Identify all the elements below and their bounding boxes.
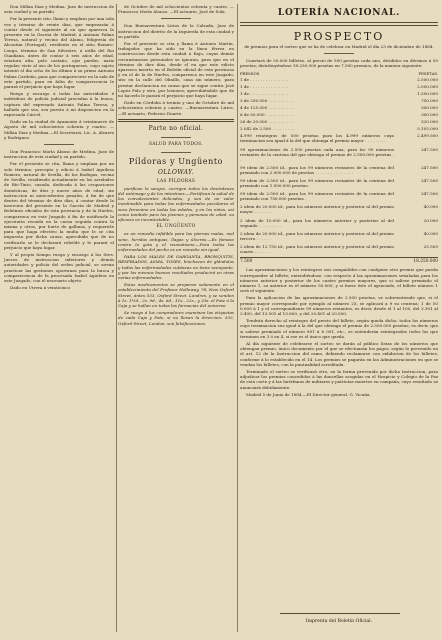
prize-row	[240, 90, 438, 97]
prize-label: 99 idem de 2.500 id., para los 99 números restantes de la centena del premiado con 1.500.000 pesetas.	[240, 177, 394, 189]
edict-paragraph: Ruego y encargo á todas las autoridades é individuos de policía judicial procedan á la busca, captura del expresado Antonio Palma Teresa, y hallado que sea, sea puesto á mi disposicion en la expresada Cárcel.	[4, 91, 114, 118]
ointment-section-heading: EL UNGÜENTO	[156, 224, 196, 230]
edict-paragraph: Dado en Utrera á veinticinco	[10, 285, 71, 291]
prospectus-intro: Constará de 50.000 billetes, al precio de 500 pesetas cada uno, divididos en décimos á 50 pesetas; distribuyéndose 18.250.000 pesetas en 7.500 premios, de la manera siguiente:	[240, 57, 438, 68]
prize-row	[240, 147, 438, 162]
notice-subtitle: SALUD PARA TODOS.	[148, 142, 204, 148]
prize-label: 3 de 250.000 . . . . . . . . . .	[240, 98, 294, 104]
edict-paragraph: Don Millan Diaz y Medina, Juez de instruccion de esta ciudad y su partido.	[4, 4, 114, 15]
divider	[324, 53, 354, 54]
prize-amount: 247.500	[421, 177, 438, 183]
double-rule	[118, 119, 234, 123]
prospectus-paragraph: Terminado el sorteo se verificará otro, en la forma prevenida por dicha Instruccion, para adjudicar los premios concedidos á las doncellas acogidas en el Hospicio y Colegio de la Paz de esta corte y á las huérfanas de militares y patriotas muertos en campaña, cuyo resultado se anunciará debidamente.	[240, 368, 438, 390]
amount-column-header: PESETAS.	[418, 71, 438, 77]
ointment-text: es un remedio infalible para las piernas malas, mal seno, heridas antiguas, llagas y úlceras.—Es famoso contra la gota y el reumatismo.—Para todas las enfermedades del pecho es un remedio sin igual.	[118, 231, 234, 252]
prize-label: 4 de 125.000 . . . . . . . . . .	[240, 105, 294, 111]
prospectus-paragraph: Las aproximaciones y los reintegros son compatibles con cualquier otro premio que pueda corresponder al billete; entendiéndose, con respecto á las aproximaciones señaladas para los números anterior y posterior de los cuatro premios mayores, que si saliese premiado el número 1, su anterior es el número 50.000, y si fuese éste el agraciado, el billete número 1 será el siguiente.	[240, 267, 438, 294]
sale-text: Estos medicamentos se preparan solamente en el establecimiento del Profesor Holloway, 78, New Oxford Street, ántes 533, Oxford Street, Londres, y se venden á 1s. 1½d., 2s. 9d., 4s. 6d., 11s., 22s., y 33s. el Pote ó la Caja y se hallan en todas las farmacias del universo.	[118, 282, 234, 309]
prospectus-subtitle: de premios para el sorteo que se ha de celebrar en Madrid el día 23 de diciembre de 1884.	[244, 43, 434, 49]
total-amount: 18.250.000	[413, 259, 438, 265]
prize-label: 1 de . . . . . . . . . . . . . . .	[240, 91, 288, 97]
prize-amount: 247.500	[421, 191, 438, 197]
prize-amount: 40.000	[423, 204, 438, 210]
column-left	[4, 4, 114, 292]
prize-row	[240, 218, 438, 228]
edict-paragraph: de Octubre de mil ochocientos ochenta y cuatro. —Francisco Morla Alonso. —El actuario, José de Sola.	[118, 4, 234, 15]
prize-label: 26 de 20.000 . . . . . . . . . .	[240, 119, 294, 125]
prospectus-paragraph: Al día siguiente de celebrarse el sorteo se darán al público listas de los números que obtengan premio, único documento por el que se efectuarán los pagos, según lo prevenido en el art. 12 de la Instruccion del ramo, debiendo reclamarse con exhibicion de los billetes, conforme á lo establecido en el 14. Los premios se pagarán en las Administraciones en que se vendan los billetes, con la puntualidad acreditada.	[240, 340, 438, 367]
prospectus-title: PROSPECTO	[293, 29, 385, 43]
printer-imprint: Imprenta del Boletín Oficial.	[305, 619, 373, 624]
column-rule	[116, 4, 117, 632]
edict-paragraph: Y al propio tiempo ruego y encargo á los Sres. Jueces de instruccion inferiores y demás autoridades y policía del orden judicial, se sirvan practicar las gestiones oportunas para la busca y comparecencia de la procesada Isabel Aguilera en este Juzgado, con el necesario objeto.	[4, 251, 114, 283]
prize-amount: 300.000	[421, 112, 438, 118]
lottery-title: LOTERÍA NACIONAL.	[277, 8, 401, 18]
prize-amount: 1.500.000	[417, 91, 438, 97]
prize-label: 2 idem de 12.750 id., para los números anterior y posterior al del premio cuarto . . . . . .	[240, 243, 394, 254]
divider	[44, 144, 74, 145]
prize-label: 99 idem de 2.500 id., para los 99 números restantes de la centena del premiado con 750.000 pesetas .	[240, 191, 394, 202]
column-right	[240, 4, 438, 399]
edict-paragraph: Don Buenaventura Lirios de la Calzada, Juez de instruccion del distrito de la Izquierda de esta ciudad y su partido.	[118, 23, 234, 39]
pills-section-heading: LAS PÍLDORAS	[156, 178, 196, 184]
prize-amount: 20.000	[423, 217, 438, 223]
pills-text: purifican la sangre, corrigen todos los desórdenes del estómago y de los intestinos.—Fortifican la salud de los convalecientes delicados, y son de un valor inestimable para todas las enfermedades peculiares al sexo femenino en todas las edades, y en los niños, así como también para los jóvenes y personas de edad, su eficacia es incontestable.	[118, 185, 234, 222]
prize-label: 1 de . . . . . . . . . . . . . . .	[240, 77, 288, 83]
prize-row	[240, 165, 438, 175]
prize-row	[240, 204, 438, 214]
sale-text-2: Se ruega á los compradores examinen las etiquetas de cada Caja y Pote, si no llevan la direccion: 533, Oxford Street, London, son falsificaciones.	[118, 310, 234, 326]
prize-amount: 2.000.000	[417, 84, 438, 90]
divider	[161, 137, 191, 138]
edict-paragraph: Dado en Córdoba á treinta y uno de Octubre de mil ochocientos ochenta y cuatro. —Buenaventura Lirios. —El actuario, Federico Duarte.	[118, 100, 234, 116]
prize-row	[240, 191, 438, 201]
divider	[161, 152, 191, 153]
column-rule	[237, 4, 238, 632]
prize-table	[240, 76, 438, 254]
prospectus-paragraph: Para la aplicacion de las aproximaciones de 2.500 pesetas, se sobreentiende que, si el premio mayor corresponde por ejemplo al número 25, se aplicará a 9 su centena; 1 de 50 0.000 á 1 y el correspondiente 99 números restantes, es decir, desde el 1 al 100, del 3.301 al 3.400, del 13.501 al 13.600, y del 20.401 al 20.500.	[240, 295, 438, 316]
notice-title: Parte no oficial.	[148, 125, 204, 133]
prize-row	[240, 104, 438, 111]
prize-amount: 520.000	[421, 119, 438, 125]
prize-label: 1 de . . . . . . . . . . . . . . .	[240, 84, 288, 90]
prospectus-signature: Madrid 5 de Junio de 1884.—El Director general, G. Vicuña.	[246, 391, 371, 397]
prize-row	[240, 231, 438, 241]
prize-row	[240, 133, 438, 143]
edict-paragraph: Por el presente se cita, llama y emplaza por un solo término, precepto y edicto á Isabel Aguilera Romero, natural de Sevilla, de los Bodegas, vecina de Sevilla, residiendo actualmente en los arrabales de Río-Tinto, casada, dedicada á las ocupaciones domésticas, de diez y nueve años de edad, sin instruccion ni antecedentes penales, á fin de que dentro del término de diez días, á contar desde la insercion del presente en la Gaceta de Madrid y Boletines oficiales de esta provincia y de la Huelva, comparezca en este Juzgado á fin de notificarle la ejecutoria recaida en la causa seguida contra la misma y otros, por hurto de gallinas, y requerirle para que haga efectivo la multa que le se cita impuesta por dicha causa; apercibida que de no verificarlo se le declarará rebelde y le parará el perjuicio que haya lugar.	[4, 161, 114, 250]
column-middle	[118, 4, 234, 328]
prize-row	[240, 118, 438, 125]
pills-title: Píldoras y Ungüento	[128, 156, 224, 166]
prize-row	[240, 125, 438, 132]
edict-paragraph: Dado en la ciudad de Ayamonte á veintinueve de Agosto de mil ochocientos ochenta y cuatro. —Millan Diaz y Medina.—El Secretario, Lic. A. Alvarez y Rodriguez.	[4, 119, 114, 140]
divider	[161, 18, 191, 19]
edict-paragraph: Por el presente se cita y llama á Antonio Martin, trabajador que ha sido en la línea férrea en construccion desde esta ciudad á Rajo, cuyas demás circunstancias personales se ignoran, para que en el término de diez días, desde el en que este edicto aparezca inserto en el Boletín oficial de esta provincia y en el de la de Huelva, comparezca en este Juzgado, sito en la calle del Olmillo, casa sin número, para prestar declaracion en causa que se sigue contra José Lopez Polo y otro, por lesiones; apercibiéndole que de no hacerlo le parará el perjuicio que haya lugar.	[118, 41, 234, 99]
total-prizes: 7.500	[240, 259, 253, 265]
prize-label: 99 aproximaciones de 2.500 pesetas cada una, para los 99 números restantes de la centena del que obtenga el premio de 2.500.000 pesetas . .	[240, 146, 394, 162]
prize-label: 2 idem de 20.000 id., para los números anterior y posterior al del premio mayor . . . . . . .	[240, 204, 394, 215]
edict-paragraph: Por la presente cito, llamo y emplazo por una sola vez y término de veinte dias, que empezarán á contar desde el siguiente al en que aparezca la presente en la Gaceta de Madrid, á Antonio Palma Teresa, natural y vecino del Alamo, feligresía de Alcoutim (Portugal), residente en el sitio Romiro-Longo, término de San Silvestre, á orilla del Rio Guadiana, ántes de contar á seis años de edad, estatura alta, pelo castaño, ojos pardos, nariz regular, viste al uso de los portugueses, cuyo sujeto intentó el dia ocho de los último á su primo Antonio Palma Cardoño, para que compareciese en la sala de este partido, para en falta de comparecencia le parará el perjuicio que haya lugar.	[4, 16, 114, 90]
prize-totals	[240, 257, 438, 264]
prize-row	[240, 97, 438, 104]
prize-row	[240, 83, 438, 90]
prize-amount: 2.499.500	[417, 133, 438, 139]
prize-label: 4.999 reintegros de 500 pesetas para los 4.999 números cuya terminacion sea igual á la del que obtenga el premio mayor . . . . . . . .	[240, 133, 394, 144]
prize-amount: 25.500	[423, 243, 438, 249]
prospectus-paragraph: Tendrán derecho al reintegro del precio del billete, según queda dicho, todos los números cuya terminacion sea igual á la del que obtenga el premio de 2.500.000 pesetas; es decir, que si saliese premiado el número 801 ú 8 001, etc., se entenderán reintegrados todos los que terminen en 3 ó en 4, si ese es el único que queda.	[240, 318, 438, 339]
prize-row	[240, 76, 438, 83]
prize-amount: 247.500	[421, 146, 438, 152]
prize-column-header: PREMIOS.	[240, 71, 261, 77]
ointment-text-2: PARA LOS MALES DE GARGANTA, BRONQUITIS, RESFRIADOS, ASMA, TOSES, hinchazon de glándulas y todas las enfermedades cutáneas no tiene semejante, y por los mismos buenos resultados producirá en otras varias enfermedades.	[118, 254, 234, 281]
prize-label: 2.042 de 2.500 . . . . . . . . .	[240, 126, 295, 132]
prize-amount: 750.000	[421, 98, 438, 104]
prize-label: 6 de 50.000 . . . . . . . . . . .	[240, 112, 294, 118]
prize-amount: 5.105.000	[417, 126, 438, 132]
prize-label: 99 idem de 2.500 id., para los 99 números restantes de la centena del premiado con 2.000.000 de pesetas . . . . . . . . . . . . . . .	[240, 164, 394, 175]
edict-paragraph: Don Francisco Morla Alonso de Medina, Juez de instruccion de esta ciudad y su partido.	[4, 149, 114, 160]
footer-rule	[280, 613, 400, 614]
prize-amount: 40.000	[423, 230, 438, 236]
prize-row	[240, 178, 438, 188]
prize-label: 2 idem de 10.000 id., para los números anterior y posterior al del segundo . . . . . . . . .	[240, 217, 394, 228]
prize-amount: 247.500	[421, 164, 438, 170]
prize-row	[240, 244, 438, 254]
double-rule	[240, 22, 438, 26]
prize-amount: 2.500.000	[417, 77, 438, 83]
pills-subtitle: OLLOWAY.	[157, 168, 195, 176]
prize-row	[240, 111, 438, 118]
prize-label: 2 idem de 20.000 id., para los números anterior y posterior al del premio tercero . . . . . .	[240, 230, 394, 241]
prize-amount: 500.000	[421, 105, 438, 111]
